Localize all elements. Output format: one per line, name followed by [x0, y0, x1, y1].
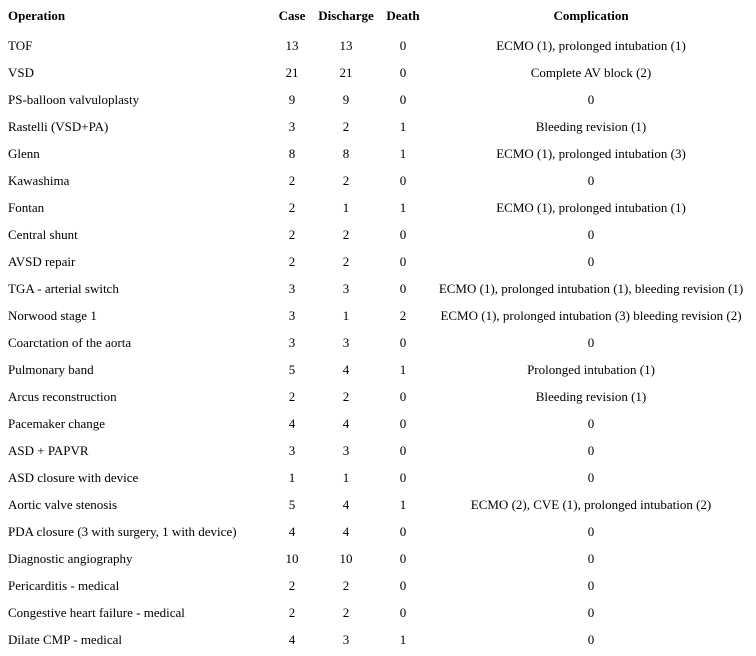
cell-operation: Arcus reconstruction: [8, 388, 117, 404]
cell-case: 8: [288, 145, 296, 161]
cell-operation: Kawashima: [8, 172, 70, 188]
cell-operation: ASD + PAPVR: [8, 442, 89, 458]
cell-operation: Congestive heart failure - medical: [8, 604, 185, 620]
cell-case: 4: [288, 415, 296, 431]
cell-operation: Aortic valve stenosis: [8, 496, 118, 512]
cell-discharge: 2: [342, 253, 350, 269]
cell-operation: Norwood stage 1: [8, 307, 97, 323]
cell-complication: 0: [587, 442, 595, 458]
cell-complication: Bleeding revision (1): [535, 118, 647, 134]
cell-discharge: 3: [342, 334, 350, 350]
cell-death: 0: [399, 64, 407, 80]
cell-case: 4: [288, 631, 296, 647]
cell-discharge: 2: [342, 577, 350, 593]
cell-case: 5: [288, 496, 296, 512]
table-row: [0, 248, 756, 275]
cell-discharge: 3: [342, 280, 350, 296]
cell-operation: TOF: [8, 37, 33, 53]
table-row: [0, 167, 756, 194]
table-row: [0, 599, 756, 626]
cell-death: 2: [399, 307, 407, 323]
cell-operation: Diagnostic angiography: [8, 550, 133, 566]
cell-case: 21: [285, 64, 299, 80]
cell-case: 2: [288, 199, 296, 215]
header-complication: Complication: [553, 8, 629, 23]
cell-case: 2: [288, 604, 296, 620]
cell-death: 0: [399, 280, 407, 296]
cell-complication: Bleeding revision (1): [535, 388, 647, 404]
cell-operation: Pulmonary band: [8, 361, 94, 377]
cell-case: 2: [288, 388, 296, 404]
cell-death: 1: [399, 145, 407, 161]
table-row: [0, 113, 756, 140]
cell-death: 1: [399, 199, 407, 215]
cell-operation: ASD closure with device: [8, 469, 139, 485]
cell-complication: 0: [587, 550, 595, 566]
cell-case: 2: [288, 253, 296, 269]
cell-case: 3: [288, 307, 296, 323]
cell-death: 0: [399, 172, 407, 188]
cell-death: 1: [399, 118, 407, 134]
cell-discharge: 4: [342, 361, 350, 377]
cell-discharge: 4: [342, 523, 350, 539]
cell-case: 3: [288, 334, 296, 350]
cell-operation: Dilate CMP - medical: [8, 631, 122, 647]
table-body: [0, 32, 756, 653]
cell-complication: 0: [587, 631, 595, 647]
cell-death: 0: [399, 523, 407, 539]
cell-death: 0: [399, 415, 407, 431]
table-row: [0, 464, 756, 491]
cell-complication: 0: [587, 253, 595, 269]
table-row: [0, 194, 756, 221]
cell-complication: Complete AV block (2): [530, 64, 652, 80]
cell-complication: ECMO (1), prolonged intubation (1): [496, 199, 686, 215]
cell-operation: PS-balloon valvuloplasty: [8, 91, 140, 107]
cell-operation: TGA - arterial switch: [8, 280, 119, 296]
header-operation: Operation: [8, 8, 66, 23]
cell-operation: Coarctation of the aorta: [8, 334, 132, 350]
cell-death: 0: [399, 253, 407, 269]
cell-death: 0: [399, 550, 407, 566]
cell-complication: ECMO (1), prolonged intubation (1): [496, 37, 686, 53]
cell-discharge: 8: [342, 145, 350, 161]
cell-death: 0: [399, 334, 407, 350]
cell-death: 1: [399, 631, 407, 647]
cell-complication: Prolonged intubation (1): [527, 361, 655, 377]
cell-complication: 0: [587, 334, 595, 350]
cell-case: 9: [288, 91, 296, 107]
table-header-row: [0, 0, 756, 32]
table-row: [0, 383, 756, 410]
cell-case: 2: [288, 226, 296, 242]
cell-case: 2: [288, 577, 296, 593]
table-row: [0, 140, 756, 167]
cell-complication: 0: [587, 469, 595, 485]
table-row: [0, 32, 756, 59]
cell-death: 0: [399, 388, 407, 404]
cell-operation: Fontan: [8, 199, 45, 215]
cell-operation: VSD: [8, 64, 35, 80]
cell-discharge: 13: [339, 37, 353, 53]
table-row: [0, 86, 756, 113]
cell-complication: 0: [587, 523, 595, 539]
table-row: [0, 59, 756, 86]
table-row: [0, 221, 756, 248]
cell-case: 2: [288, 172, 296, 188]
cell-discharge: 3: [342, 631, 350, 647]
cell-discharge: 1: [342, 199, 350, 215]
cell-discharge: 21: [339, 64, 353, 80]
cell-operation: Rastelli (VSD+PA): [8, 118, 109, 134]
cell-complication: ECMO (2), CVE (1), prolonged intubation (2): [470, 496, 712, 512]
table-row: [0, 626, 756, 653]
cell-discharge: 4: [342, 415, 350, 431]
cell-discharge: 10: [339, 550, 353, 566]
table-row: [0, 491, 756, 518]
header-death: Death: [386, 8, 420, 23]
cell-discharge: 1: [342, 307, 350, 323]
cell-death: 1: [399, 496, 407, 512]
cell-case: 10: [285, 550, 299, 566]
cell-discharge: 9: [342, 91, 350, 107]
table-row: [0, 410, 756, 437]
table-row: [0, 545, 756, 572]
table-row: [0, 518, 756, 545]
cell-complication: ECMO (1), prolonged intubation (3) bleeding revision (2): [440, 307, 742, 323]
cell-discharge: 2: [342, 226, 350, 242]
table-row: [0, 437, 756, 464]
cell-complication: 0: [587, 577, 595, 593]
cell-complication: 0: [587, 226, 595, 242]
cell-death: 1: [399, 361, 407, 377]
cell-operation: PDA closure (3 with surgery, 1 with device): [8, 523, 237, 539]
table-row: [0, 572, 756, 599]
cell-case: 4: [288, 523, 296, 539]
cell-discharge: 3: [342, 442, 350, 458]
cell-case: 1: [288, 469, 296, 485]
cell-discharge: 2: [342, 172, 350, 188]
cell-death: 0: [399, 91, 407, 107]
cell-death: 0: [399, 442, 407, 458]
cell-operation: Central shunt: [8, 226, 78, 242]
cell-discharge: 1: [342, 469, 350, 485]
table-row: [0, 329, 756, 356]
cell-death: 0: [399, 226, 407, 242]
cell-operation: Pacemaker change: [8, 415, 106, 431]
cell-death: 0: [399, 37, 407, 53]
cell-case: 5: [288, 361, 296, 377]
cell-operation: AVSD repair: [8, 253, 76, 269]
table-row: [0, 356, 756, 383]
cell-case: 13: [285, 37, 299, 53]
cell-discharge: 4: [342, 496, 350, 512]
header-case: Case: [278, 8, 306, 23]
header-discharge: Discharge: [318, 8, 374, 23]
cell-complication: 0: [587, 415, 595, 431]
cell-case: 3: [288, 280, 296, 296]
cell-complication: ECMO (1), prolonged intubation (3): [496, 145, 686, 161]
cell-death: 0: [399, 469, 407, 485]
table-row: [0, 302, 756, 329]
cell-complication: ECMO (1), prolonged intubation (1), bleeding revision (1): [438, 280, 744, 296]
cell-complication: 0: [587, 172, 595, 188]
cell-death: 0: [399, 577, 407, 593]
cell-complication: 0: [587, 604, 595, 620]
cell-operation: Glenn: [8, 145, 40, 161]
table-row: [0, 275, 756, 302]
cell-case: 3: [288, 118, 296, 134]
cell-case: 3: [288, 442, 296, 458]
cell-operation: Pericarditis - medical: [8, 577, 120, 593]
cell-complication: 0: [587, 91, 595, 107]
cell-discharge: 2: [342, 118, 350, 134]
cell-discharge: 2: [342, 604, 350, 620]
cell-death: 0: [399, 604, 407, 620]
cell-discharge: 2: [342, 388, 350, 404]
